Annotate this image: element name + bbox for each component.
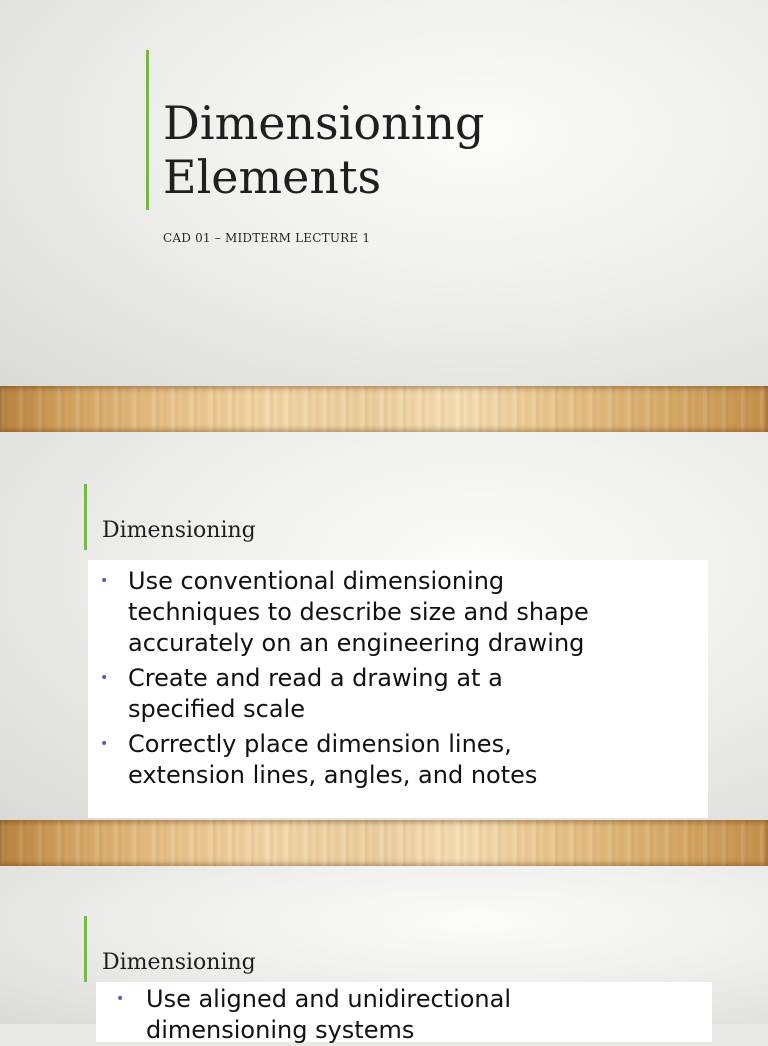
content-box (88, 560, 708, 818)
bullet-line: extension lines, angles, and notes (128, 761, 538, 789)
bullet-list (96, 982, 712, 1046)
heading-accent-bar (84, 484, 87, 550)
slide-subtitle: CAD 01 – MIDTERM LECTURE 1 (163, 231, 371, 245)
slide-dimensioning-2 (0, 866, 768, 1044)
wood-divider (0, 386, 768, 432)
wood-divider (0, 820, 768, 866)
heading-accent-bar (84, 916, 87, 982)
bullet-list (88, 560, 708, 791)
slide-dimensioning-1 (0, 432, 768, 820)
bullet-dot-icon: • (116, 991, 125, 1007)
title-line-1: Dimensioning (163, 96, 485, 150)
slide-title-text (163, 96, 484, 204)
bullet-item (88, 663, 708, 725)
bullet-line: specified scale (128, 695, 305, 723)
bullet-line: accurately on an engineering drawing (128, 629, 585, 657)
bullet-dot-icon: • (100, 736, 109, 752)
bullet-line: Use conventional dimensioning (128, 567, 505, 595)
bullet-line: Use aligned and unidirectional (146, 985, 512, 1013)
content-box (96, 982, 712, 1042)
bullet-line: Create and read a drawing at a (128, 664, 503, 692)
bullet-dot-icon: • (100, 670, 109, 686)
bullet-item (88, 566, 708, 659)
slide-title (0, 0, 768, 386)
bullet-item (88, 729, 708, 791)
bullet-line: dimensioning systems (146, 1016, 415, 1044)
bullet-dot-icon: • (100, 573, 109, 589)
title-accent-bar (146, 50, 149, 210)
bullet-item (96, 984, 712, 1046)
bullet-line: techniques to describe size and shape (128, 598, 589, 626)
slide-heading: Dimensioning (102, 518, 256, 543)
title-line-2: Elements (163, 150, 382, 204)
bullet-line: Correctly place dimension lines, (128, 730, 512, 758)
slide-heading: Dimensioning (102, 950, 256, 975)
